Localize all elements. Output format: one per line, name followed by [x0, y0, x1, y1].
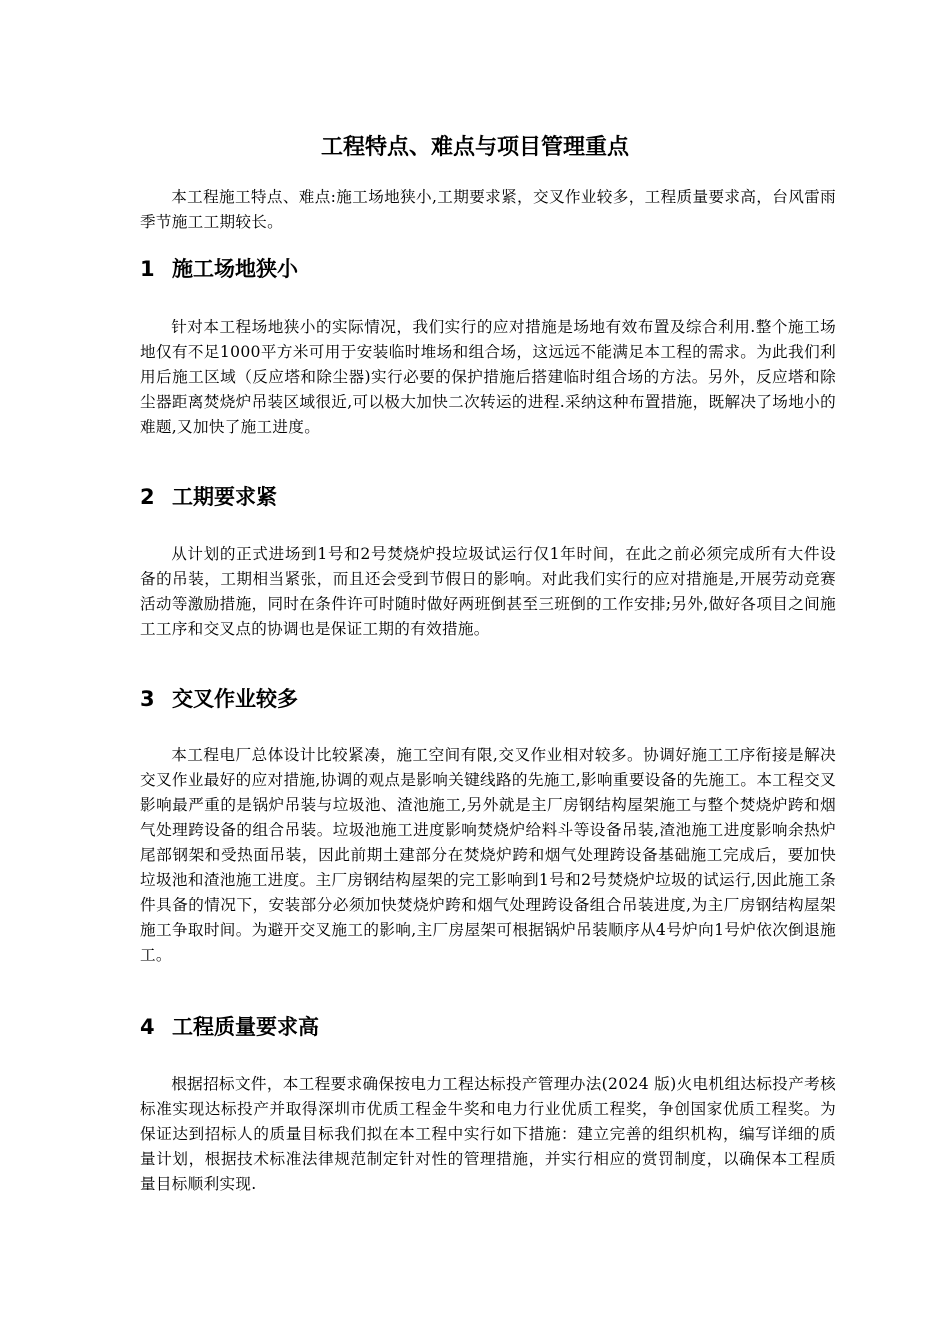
section-heading-1 [140, 254, 836, 284]
section-number: 4 [140, 1015, 155, 1039]
section-title: 工期要求紧 [172, 485, 277, 509]
section-body-1: 针对本工程场地狭小的实际情况，我们实行的应对措施是场地有效布置及综合利用.整个施工场地仅有不足1000平方米可用于安装临时堆场和组合场，这远远不能满足本工程的需求。为此我们利用后施工区域（反应塔和除尘器)实行必要的保护措施后搭建临时组合场的方法。另外，反应塔和除尘器距离焚烧炉吊装区域很近,可以极大加快二次转运的进程.采纳这种布置措施，既解决了场地小的难题,又加快了施工进度。 [140, 318, 836, 436]
section-heading-3 [140, 684, 836, 714]
intro-paragraph: 本工程施工特点、难点:施工场地狭小,工期要求紧，交叉作业较多，工程质量要求高，台风雷雨季节施工工期较长。 [140, 188, 836, 231]
section-body-4: 根据招标文件，本工程要求确保按电力工程达标投产管理办法(2024 版)火电机组达标投产考核标准实现达标投产并取得深圳市优质工程金牛奖和电力行业优质工程奖，争创国家优质工程奖。为保证达到招标人的质量目标我们拟在本工程中实行如下措施：建立完善的组织机构，编写详细的质量计划，根据技术标准法律规范制定针对性的管理措施，并实行相应的赏罚制度，以确保本工程质量目标顺利实现. [140, 1075, 836, 1193]
section-body-2: 从计划的正式进场到1号和2号焚烧炉投垃圾试运行仅1年时间，在此之前必须完成所有大件设备的吊装，工期相当紧张，而且还会受到节假日的影响。对此我们实行的应对措施是,开展劳动竞赛活动等激励措施，同时在条件许可时随时做好两班倒甚至三班倒的工作安排;另外,做好各项目之间施工工序和交叉点的协调也是保证工期的有效措施。 [140, 545, 836, 638]
section-title: 交叉作业较多 [172, 687, 298, 711]
section-title: 工程质量要求高 [172, 1015, 319, 1039]
section-number: 2 [140, 485, 155, 509]
section-body-3: 本工程电厂总体设计比较紧凑，施工空间有限,交叉作业相对较多。协调好施工工序衔接是解决交叉作业最好的应对措施,协调的观点是影响关键线路的先施工,影响重要设备的先施工。本工程交叉影响最严重的是锅炉吊装与垃圾池、渣池施工,另外就是主厂房钢结构屋架施工与整个焚烧炉跨和烟气处理跨设备的组合吊装。垃圾池施工进度影响焚烧炉给料斗等设备吊装,渣池施工进度影响余热炉尾部钢架和受热面吊装，因此前期土建部分在焚烧炉跨和烟气处理跨设备基础施工完成后，要加快垃圾池和渣池施工进度。主厂房钢结构屋架的完工影响到1号和2号焚烧炉垃圾的试运行,因此施工条件具备的情况下，安装部分必须加快焚烧炉跨和烟气处理跨设备组合吊装进度,为主厂房钢结构屋架施工争取时间。为避开交叉施工的影响,主厂房屋架可根据锅炉吊装顺序从4号炉向1号炉依次倒退施工。 [140, 746, 836, 964]
section-number: 1 [140, 257, 155, 281]
section-heading-4 [140, 1012, 836, 1042]
section-title: 施工场地狭小 [172, 257, 298, 281]
document-title: 工程特点、难点与项目管理重点 [320, 135, 629, 160]
section-heading-2 [140, 482, 836, 512]
section-number: 3 [140, 687, 155, 711]
